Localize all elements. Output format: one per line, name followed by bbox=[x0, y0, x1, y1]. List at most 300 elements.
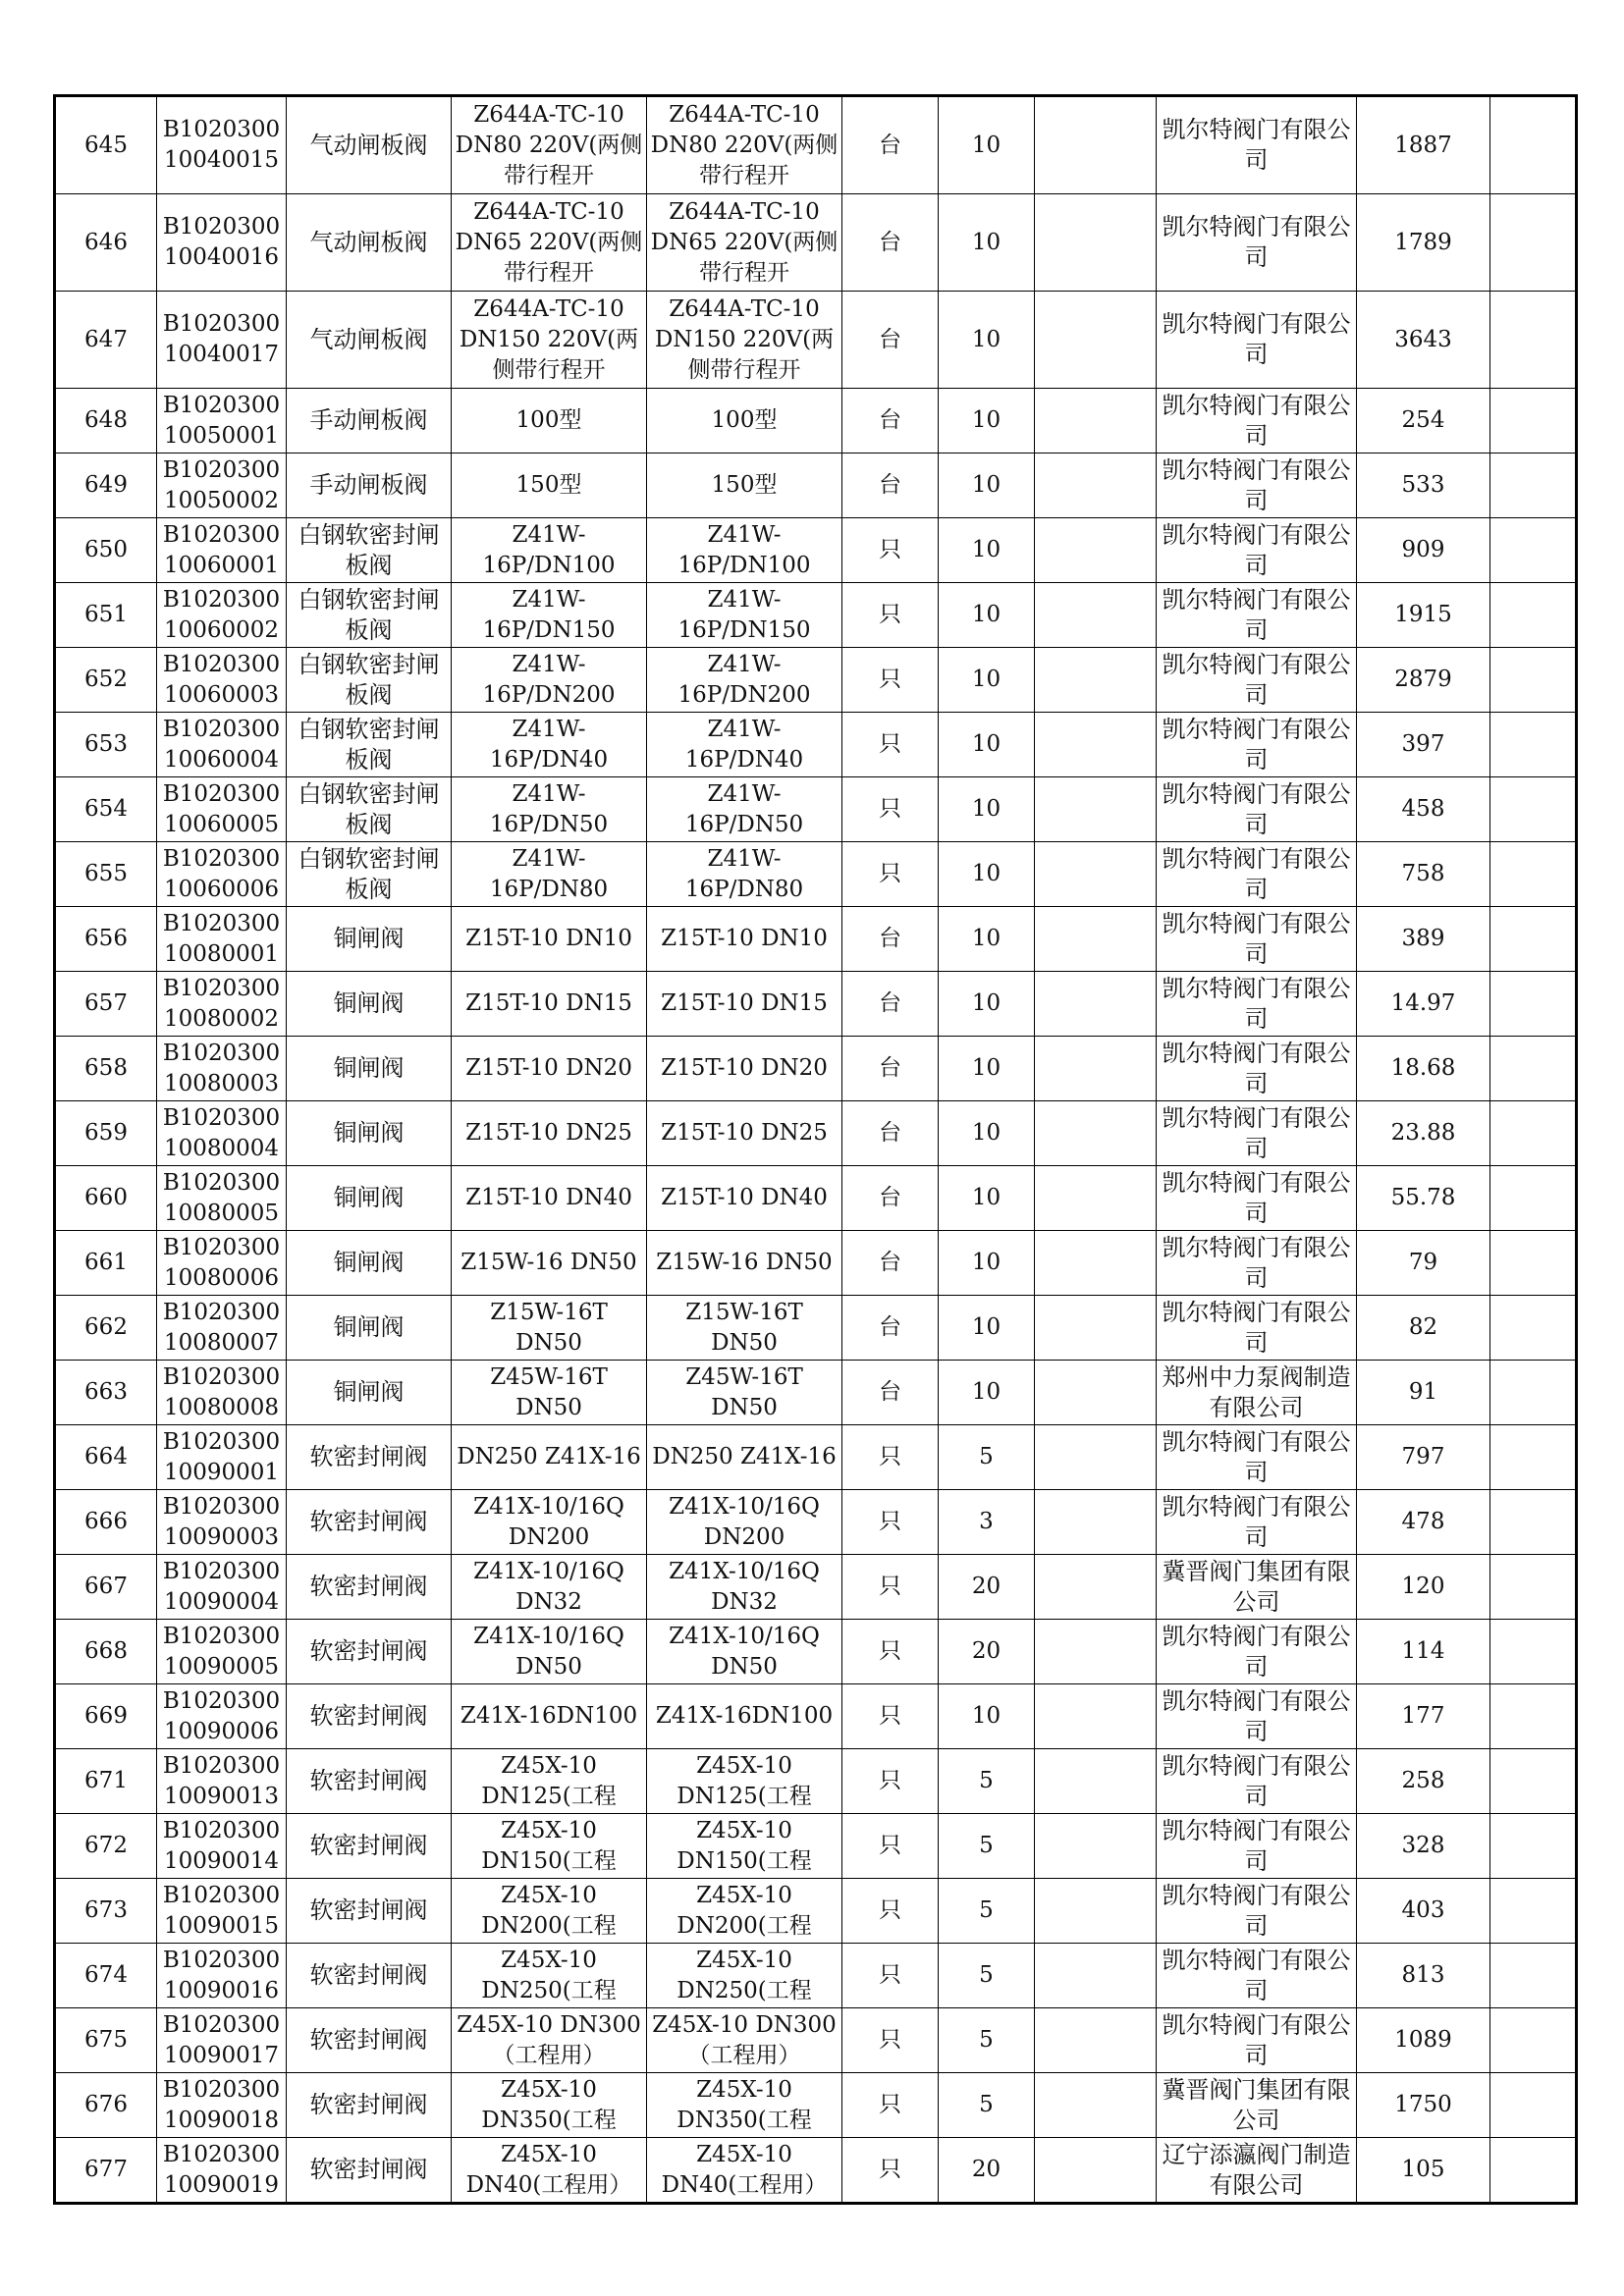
quantity-cell bbox=[939, 1620, 1035, 1684]
vendor-text: 凯尔特阀门有限公司 bbox=[1162, 116, 1351, 174]
price-cell bbox=[1357, 454, 1490, 518]
row-number-cell bbox=[55, 907, 157, 972]
spec-cell bbox=[452, 1425, 647, 1490]
quantity-text: 10 bbox=[971, 132, 1001, 158]
unit-text: 只 bbox=[879, 796, 901, 822]
model-text: Z45X-10 DN150(工程 bbox=[677, 1817, 812, 1874]
spec-cell bbox=[452, 1814, 647, 1879]
table-row bbox=[55, 1555, 1577, 1620]
quantity-cell bbox=[939, 1166, 1035, 1231]
price-cell bbox=[1357, 1684, 1490, 1749]
spec-text: Z41W-16P/DN50 bbox=[489, 780, 609, 837]
item-code-cell bbox=[157, 2008, 287, 2073]
empty-cell bbox=[1035, 2073, 1157, 2138]
quantity-cell bbox=[939, 1425, 1035, 1490]
spec-cell bbox=[452, 1944, 647, 2008]
unit-cell bbox=[842, 1879, 939, 1944]
model-text: Z41X-10/16Q DN32 bbox=[669, 1558, 820, 1615]
unit-text: 只 bbox=[879, 602, 901, 627]
model-cell bbox=[647, 518, 842, 583]
quantity-cell bbox=[939, 2073, 1035, 2138]
model-cell bbox=[647, 1490, 842, 1555]
unit-text: 台 bbox=[879, 132, 901, 158]
vendor-text: 凯尔特阀门有限公司 bbox=[1162, 1427, 1351, 1486]
item-code-text: B1020300 10090016 bbox=[162, 1947, 281, 2003]
row-number-cell bbox=[55, 1814, 157, 1879]
model-text: Z41X-16DN100 bbox=[655, 1703, 834, 1729]
empty-cell bbox=[1035, 1166, 1157, 1231]
table-row bbox=[55, 842, 1577, 907]
table-row bbox=[55, 1425, 1577, 1490]
unit-text: 台 bbox=[879, 990, 901, 1016]
table-row bbox=[55, 972, 1577, 1037]
note-cell bbox=[1490, 389, 1577, 454]
row-number-cell bbox=[55, 292, 157, 389]
quantity-cell bbox=[939, 1879, 1035, 1944]
item-code-text: B1020300 10080004 bbox=[162, 1104, 281, 1161]
item-code-cell bbox=[157, 583, 287, 648]
spec-cell bbox=[452, 842, 647, 907]
spec-cell bbox=[452, 907, 647, 972]
item-name-text: 铜闸阀 bbox=[333, 989, 405, 1017]
price-cell bbox=[1357, 1879, 1490, 1944]
row-number-cell bbox=[55, 96, 157, 194]
item-code-text: B1020300 10080001 bbox=[162, 910, 281, 967]
item-code-cell bbox=[157, 1749, 287, 1814]
quantity-cell bbox=[939, 972, 1035, 1037]
spec-text: Z41W-16P/DN80 bbox=[489, 845, 609, 902]
item-name-cell bbox=[287, 389, 452, 454]
vendor-cell bbox=[1157, 842, 1357, 907]
unit-text: 只 bbox=[879, 1897, 901, 1923]
item-name-text: 软密封闸阀 bbox=[309, 1832, 428, 1859]
model-text: Z644A-TC-10 DN150 220V(两侧带行程开 bbox=[654, 295, 835, 383]
item-code-text: B1020300 10060004 bbox=[162, 716, 281, 773]
price-text: 1089 bbox=[1394, 2027, 1452, 2053]
unit-cell bbox=[842, 1490, 939, 1555]
table-row bbox=[55, 1166, 1577, 1231]
spec-text: 100型 bbox=[515, 407, 582, 433]
empty-cell bbox=[1035, 1684, 1157, 1749]
vendor-text: 凯尔特阀门有限公司 bbox=[1162, 2010, 1351, 2069]
row-number-cell bbox=[55, 454, 157, 518]
table-row bbox=[55, 713, 1577, 777]
row-number-text: 675 bbox=[84, 2027, 128, 2053]
price-text: 120 bbox=[1401, 1574, 1445, 1599]
price-text: 1750 bbox=[1394, 2092, 1452, 2117]
row-number-text: 672 bbox=[84, 1833, 128, 1858]
empty-cell bbox=[1035, 777, 1157, 842]
note-cell bbox=[1490, 583, 1577, 648]
unit-text: 台 bbox=[879, 1055, 901, 1081]
empty-cell bbox=[1035, 648, 1157, 713]
quantity-text: 20 bbox=[971, 1638, 1001, 1664]
vendor-cell bbox=[1157, 1879, 1357, 1944]
item-name-cell bbox=[287, 1361, 452, 1425]
quantity-text: 10 bbox=[971, 1120, 1001, 1146]
item-code-cell bbox=[157, 1620, 287, 1684]
spec-cell bbox=[452, 648, 647, 713]
item-name-cell bbox=[287, 907, 452, 972]
vendor-cell bbox=[1157, 1425, 1357, 1490]
row-number-text: 653 bbox=[84, 731, 128, 757]
price-text: 105 bbox=[1401, 2157, 1445, 2182]
vendor-text: 凯尔特阀门有限公司 bbox=[1162, 1103, 1351, 1162]
quantity-cell bbox=[939, 1555, 1035, 1620]
vendor-cell bbox=[1157, 1166, 1357, 1231]
table-row bbox=[55, 648, 1577, 713]
row-number-text: 662 bbox=[84, 1314, 128, 1340]
item-name-text: 铜闸阀 bbox=[333, 1054, 405, 1082]
item-code-cell bbox=[157, 777, 287, 842]
vendor-text: 凯尔特阀门有限公司 bbox=[1162, 585, 1351, 644]
vendor-text: 郑州中力泵阀制造有限公司 bbox=[1162, 1362, 1351, 1421]
item-code-text: B1020300 10080003 bbox=[162, 1040, 281, 1096]
item-code-text: B1020300 10060001 bbox=[162, 521, 281, 578]
model-cell bbox=[647, 648, 842, 713]
price-text: 909 bbox=[1401, 537, 1445, 562]
price-cell bbox=[1357, 2138, 1490, 2204]
price-text: 813 bbox=[1401, 1962, 1445, 1988]
price-text: 328 bbox=[1401, 1833, 1445, 1858]
unit-cell bbox=[842, 2073, 939, 2138]
note-cell bbox=[1490, 2138, 1577, 2204]
unit-cell bbox=[842, 1231, 939, 1296]
row-number-text: 660 bbox=[84, 1185, 128, 1210]
unit-cell bbox=[842, 1684, 939, 1749]
spec-text: Z41W-16P/DN200 bbox=[482, 651, 616, 708]
empty-cell bbox=[1035, 1944, 1157, 2008]
item-code-text: B1020300 10050001 bbox=[162, 392, 281, 449]
item-code-text: B1020300 10090014 bbox=[162, 1817, 281, 1874]
item-name-cell bbox=[287, 713, 452, 777]
price-cell bbox=[1357, 1296, 1490, 1361]
model-text: Z15T-10 DN15 bbox=[661, 990, 828, 1016]
table-row bbox=[55, 2138, 1577, 2204]
vendor-text: 凯尔特阀门有限公司 bbox=[1162, 1233, 1351, 1292]
item-name-cell bbox=[287, 777, 452, 842]
model-text: Z15T-10 DN10 bbox=[661, 926, 828, 951]
model-cell bbox=[647, 972, 842, 1037]
price-cell bbox=[1357, 648, 1490, 713]
item-code-cell bbox=[157, 713, 287, 777]
price-cell bbox=[1357, 713, 1490, 777]
item-code-text: B1020300 10090004 bbox=[162, 1558, 281, 1615]
row-number-cell bbox=[55, 1296, 157, 1361]
note-cell bbox=[1490, 1101, 1577, 1166]
price-cell bbox=[1357, 2073, 1490, 2138]
model-text: Z41W-16P/DN40 bbox=[684, 716, 804, 773]
unit-cell bbox=[842, 292, 939, 389]
price-text: 114 bbox=[1401, 1638, 1445, 1664]
model-cell bbox=[647, 1555, 842, 1620]
note-cell bbox=[1490, 1361, 1577, 1425]
row-number-cell bbox=[55, 1166, 157, 1231]
empty-cell bbox=[1035, 972, 1157, 1037]
note-cell bbox=[1490, 1749, 1577, 1814]
table-row bbox=[55, 1231, 1577, 1296]
item-name-text: 手动闸板阀 bbox=[309, 471, 428, 499]
price-text: 1915 bbox=[1394, 602, 1452, 627]
note-cell bbox=[1490, 907, 1577, 972]
vendor-text: 冀晋阀门集团有限公司 bbox=[1162, 2075, 1351, 2134]
item-code-cell bbox=[157, 648, 287, 713]
empty-cell bbox=[1035, 713, 1157, 777]
price-cell bbox=[1357, 518, 1490, 583]
unit-cell bbox=[842, 907, 939, 972]
price-cell bbox=[1357, 907, 1490, 972]
row-number-text: 647 bbox=[84, 326, 128, 352]
item-name-cell bbox=[287, 2008, 452, 2073]
table-row bbox=[55, 907, 1577, 972]
spec-cell bbox=[452, 713, 647, 777]
empty-cell bbox=[1035, 1231, 1157, 1296]
price-text: 1789 bbox=[1394, 229, 1452, 255]
item-name-text: 气动闸板阀 bbox=[309, 228, 428, 256]
unit-text: 台 bbox=[879, 229, 901, 255]
quantity-cell bbox=[939, 1101, 1035, 1166]
model-text: Z45X-10 DN250(工程 bbox=[677, 1947, 812, 2003]
vendor-text: 凯尔特阀门有限公司 bbox=[1162, 844, 1351, 903]
spec-text: Z15T-10 DN25 bbox=[465, 1120, 632, 1146]
spec-text: Z45X-10 DN300（工程用） bbox=[457, 2011, 641, 2068]
unit-cell bbox=[842, 1296, 939, 1361]
table-row bbox=[55, 1361, 1577, 1425]
price-text: 3643 bbox=[1394, 326, 1452, 352]
row-number-text: 651 bbox=[84, 602, 128, 627]
unit-cell bbox=[842, 194, 939, 292]
vendor-text: 凯尔特阀门有限公司 bbox=[1162, 391, 1351, 450]
spec-cell bbox=[452, 1037, 647, 1101]
note-cell bbox=[1490, 713, 1577, 777]
item-code-text: B1020300 10040016 bbox=[162, 214, 281, 270]
item-name-cell bbox=[287, 1425, 452, 1490]
unit-text: 台 bbox=[879, 1120, 901, 1146]
unit-cell bbox=[842, 1425, 939, 1490]
empty-cell bbox=[1035, 1490, 1157, 1555]
empty-cell bbox=[1035, 292, 1157, 389]
item-code-cell bbox=[157, 2073, 287, 2138]
item-name-text: 软密封闸阀 bbox=[309, 1702, 428, 1730]
quantity-cell bbox=[939, 2138, 1035, 2204]
table-row bbox=[55, 292, 1577, 389]
vendor-cell bbox=[1157, 1749, 1357, 1814]
quantity-text: 5 bbox=[979, 2027, 994, 2053]
unit-cell bbox=[842, 1814, 939, 1879]
vendor-text: 凯尔特阀门有限公司 bbox=[1162, 520, 1351, 579]
empty-cell bbox=[1035, 2008, 1157, 2073]
model-cell bbox=[647, 907, 842, 972]
row-number-text: 645 bbox=[84, 132, 128, 158]
quantity-cell bbox=[939, 1361, 1035, 1425]
price-cell bbox=[1357, 777, 1490, 842]
spec-text: Z45X-10 DN250(工程 bbox=[481, 1947, 617, 2003]
item-name-text: 铜闸阀 bbox=[333, 1119, 405, 1147]
spec-text: Z41X-10/16Q DN50 bbox=[473, 1623, 624, 1680]
table-row bbox=[55, 1944, 1577, 2008]
unit-cell bbox=[842, 1037, 939, 1101]
item-code-text: B1020300 10080008 bbox=[162, 1363, 281, 1420]
price-cell bbox=[1357, 1490, 1490, 1555]
quantity-text: 10 bbox=[971, 1703, 1001, 1729]
item-code-cell bbox=[157, 1814, 287, 1879]
item-name-cell bbox=[287, 2073, 452, 2138]
row-number-text: 667 bbox=[84, 1574, 128, 1599]
quantity-cell bbox=[939, 648, 1035, 713]
quantity-cell bbox=[939, 583, 1035, 648]
item-name-cell bbox=[287, 1037, 452, 1101]
spec-cell bbox=[452, 292, 647, 389]
price-text: 18.68 bbox=[1390, 1055, 1456, 1081]
price-cell bbox=[1357, 1555, 1490, 1620]
table-row bbox=[55, 454, 1577, 518]
empty-cell bbox=[1035, 389, 1157, 454]
model-cell bbox=[647, 1231, 842, 1296]
model-cell bbox=[647, 1037, 842, 1101]
vendor-text: 凯尔特阀门有限公司 bbox=[1162, 1039, 1351, 1097]
spec-cell bbox=[452, 1231, 647, 1296]
item-name-text: 铜闸阀 bbox=[333, 1249, 405, 1276]
vendor-text: 凯尔特阀门有限公司 bbox=[1162, 1816, 1351, 1875]
quantity-cell bbox=[939, 1231, 1035, 1296]
unit-cell bbox=[842, 389, 939, 454]
spec-text: Z45X-10 DN150(工程 bbox=[481, 1817, 617, 1874]
model-text: Z41W-16P/DN80 bbox=[684, 845, 804, 902]
model-cell bbox=[647, 194, 842, 292]
row-number-cell bbox=[55, 518, 157, 583]
spec-cell bbox=[452, 1620, 647, 1684]
item-name-text: 软密封闸阀 bbox=[309, 1443, 428, 1470]
empty-cell bbox=[1035, 1296, 1157, 1361]
spec-text: Z41W-16P/DN40 bbox=[489, 716, 609, 773]
item-name-cell bbox=[287, 1879, 452, 1944]
spec-cell bbox=[452, 1490, 647, 1555]
quantity-text: 10 bbox=[971, 537, 1001, 562]
unit-cell bbox=[842, 583, 939, 648]
vendor-text: 凯尔特阀门有限公司 bbox=[1162, 1946, 1351, 2004]
item-code-text: B1020300 10090001 bbox=[162, 1428, 281, 1485]
vendor-text: 凯尔特阀门有限公司 bbox=[1162, 909, 1351, 968]
spec-cell bbox=[452, 1749, 647, 1814]
model-cell bbox=[647, 1166, 842, 1231]
row-number-cell bbox=[55, 1231, 157, 1296]
spec-cell bbox=[452, 1684, 647, 1749]
model-text: Z15T-10 DN40 bbox=[661, 1185, 828, 1210]
model-text: Z41W-16P/DN50 bbox=[684, 780, 804, 837]
spec-cell bbox=[452, 2008, 647, 2073]
quantity-cell bbox=[939, 842, 1035, 907]
price-cell bbox=[1357, 1620, 1490, 1684]
model-cell bbox=[647, 1101, 842, 1166]
row-number-text: 652 bbox=[84, 667, 128, 692]
vendor-cell bbox=[1157, 713, 1357, 777]
model-text: Z644A-TC-10 DN65 220V(两侧带行程开 bbox=[650, 198, 839, 286]
item-code-cell bbox=[157, 972, 287, 1037]
spec-text: Z41X-16DN100 bbox=[460, 1703, 638, 1729]
item-code-cell bbox=[157, 1361, 287, 1425]
row-number-text: 676 bbox=[84, 2092, 128, 2117]
model-text: Z45X-10 DN125(工程 bbox=[677, 1752, 812, 1809]
unit-text: 台 bbox=[879, 1314, 901, 1340]
item-name-cell bbox=[287, 842, 452, 907]
model-text: Z15W-16 DN50 bbox=[656, 1250, 833, 1275]
row-number-text: 650 bbox=[84, 537, 128, 562]
model-cell bbox=[647, 713, 842, 777]
price-text: 389 bbox=[1401, 926, 1445, 951]
item-code-text: B1020300 10080002 bbox=[162, 975, 281, 1032]
item-code-text: B1020300 10060006 bbox=[162, 845, 281, 902]
item-code-cell bbox=[157, 1101, 287, 1166]
empty-cell bbox=[1035, 1425, 1157, 1490]
item-code-cell bbox=[157, 454, 287, 518]
quantity-cell bbox=[939, 2008, 1035, 2073]
price-cell bbox=[1357, 194, 1490, 292]
row-number-cell bbox=[55, 389, 157, 454]
note-cell bbox=[1490, 1879, 1577, 1944]
item-name-text: 软密封闸阀 bbox=[309, 1637, 428, 1665]
empty-cell bbox=[1035, 1749, 1157, 1814]
model-cell bbox=[647, 2008, 842, 2073]
item-code-cell bbox=[157, 1879, 287, 1944]
vendor-text: 凯尔特阀门有限公司 bbox=[1162, 455, 1351, 514]
table-row bbox=[55, 96, 1577, 194]
row-number-text: 664 bbox=[84, 1444, 128, 1469]
row-number-cell bbox=[55, 1944, 157, 2008]
note-cell bbox=[1490, 194, 1577, 292]
note-cell bbox=[1490, 1620, 1577, 1684]
table-row bbox=[55, 389, 1577, 454]
price-cell bbox=[1357, 292, 1490, 389]
table-row bbox=[55, 583, 1577, 648]
quantity-text: 10 bbox=[971, 326, 1001, 352]
model-cell bbox=[647, 777, 842, 842]
item-code-text: B1020300 10090019 bbox=[162, 2141, 281, 2198]
vendor-cell bbox=[1157, 1555, 1357, 1620]
quantity-text: 3 bbox=[979, 1509, 994, 1534]
spec-text: Z644A-TC-10 DN65 220V(两侧带行程开 bbox=[455, 198, 643, 286]
model-cell bbox=[647, 1425, 842, 1490]
row-number-text: 654 bbox=[84, 796, 128, 822]
quantity-text: 10 bbox=[971, 1379, 1001, 1405]
row-number-text: 673 bbox=[84, 1897, 128, 1923]
vendor-cell bbox=[1157, 2138, 1357, 2204]
item-code-text: B1020300 10050002 bbox=[162, 456, 281, 513]
unit-cell bbox=[842, 2008, 939, 2073]
quantity-cell bbox=[939, 518, 1035, 583]
item-name-cell bbox=[287, 972, 452, 1037]
item-code-text: B1020300 10080007 bbox=[162, 1299, 281, 1356]
unit-cell bbox=[842, 518, 939, 583]
price-cell bbox=[1357, 2008, 1490, 2073]
spec-text: Z15T-10 DN10 bbox=[465, 926, 632, 951]
model-text: Z15W-16T DN50 bbox=[685, 1299, 803, 1356]
row-number-cell bbox=[55, 713, 157, 777]
spec-text: 150型 bbox=[515, 472, 582, 498]
vendor-cell bbox=[1157, 454, 1357, 518]
table-row bbox=[55, 1879, 1577, 1944]
price-cell bbox=[1357, 1814, 1490, 1879]
vendor-cell bbox=[1157, 777, 1357, 842]
quantity-text: 20 bbox=[971, 2157, 1001, 2182]
quantity-cell bbox=[939, 194, 1035, 292]
spec-cell bbox=[452, 1101, 647, 1166]
table-row bbox=[55, 1296, 1577, 1361]
price-text: 403 bbox=[1401, 1897, 1445, 1923]
quantity-text: 10 bbox=[971, 926, 1001, 951]
empty-cell bbox=[1035, 1101, 1157, 1166]
unit-text: 只 bbox=[879, 1768, 901, 1793]
quantity-text: 10 bbox=[971, 407, 1001, 433]
